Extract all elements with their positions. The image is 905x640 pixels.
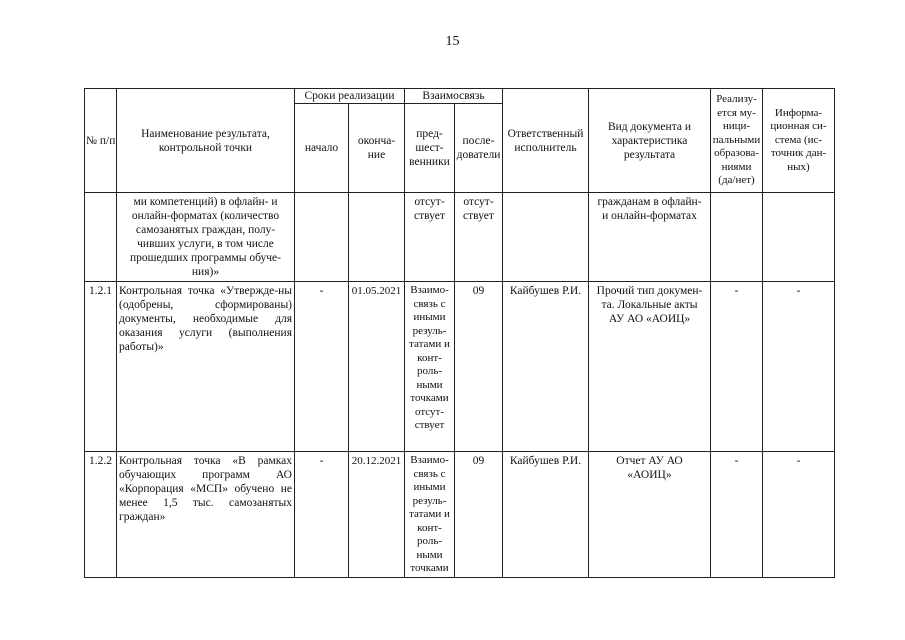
implementation-plan-table xyxy=(84,88,835,578)
row-successors: 09 xyxy=(455,282,503,452)
col-header-start: начало xyxy=(295,104,349,193)
row-successors: 09 xyxy=(455,452,503,578)
row-name: Контрольная точка «В рамках обучающих программ АО «Корпорация «МСП» обучено не менее 1,5 тыс. самозанятых граждан» xyxy=(117,452,295,578)
row-name: ми компетенций) в офлайн- и онлайн-форматах (количество самозанятых граждан, полу- чивших услуги, в том числе прошедших программы обуче- ния)» xyxy=(117,193,295,282)
col-header-end: оконча- ние xyxy=(349,104,405,193)
row-predecessors: отсут- ствует xyxy=(405,193,455,282)
page-number: 15 xyxy=(445,34,460,49)
table-row xyxy=(85,452,835,578)
row-document: Прочий тип докумен- та. Локальные акты АУ АО «АОИЦ» xyxy=(589,282,711,452)
col-header-info-system: Информа- ционная си- стема (ис- точник дан- ных) xyxy=(763,89,835,193)
row-predecessors: Взаимо- связь с иными резуль- татами и конт- роль- ными точками xyxy=(405,452,455,578)
row-document: гражданам в офлайн- и онлайн-форматах xyxy=(589,193,711,282)
col-group-relations: Взаимосвязь xyxy=(405,89,503,104)
row-end xyxy=(349,193,405,282)
table-row xyxy=(85,282,835,452)
col-header-predecessors: пред- шест- венники xyxy=(405,104,455,193)
col-header-document: Вид документа и характеристика результата xyxy=(589,89,711,193)
row-num: 1.2.2 xyxy=(85,452,117,578)
col-group-dates: Сроки реализации xyxy=(295,89,405,104)
table-row xyxy=(85,193,835,282)
col-header-num: № п/п xyxy=(85,89,117,193)
row-municipal: - xyxy=(711,282,763,452)
row-num: 1.2.1 xyxy=(85,282,117,452)
col-header-responsible: Ответственный исполнитель xyxy=(503,89,589,193)
header-row-groups xyxy=(85,89,835,104)
row-info-system: - xyxy=(763,282,835,452)
row-name: Контрольная точка «Утвержде-ны (одобрены, сформированы) документы, необходимые для оказания услуги (выполнения работы)» xyxy=(117,282,295,452)
row-municipal xyxy=(711,193,763,282)
row-responsible xyxy=(503,193,589,282)
row-end: 20.12.2021 xyxy=(349,452,405,578)
row-predecessors: Взаимо- связь с иными резуль- татами и конт- роль- ными точками отсут- ствует xyxy=(405,282,455,452)
row-responsible: Кайбушев Р.И. xyxy=(503,282,589,452)
row-responsible: Кайбушев Р.И. xyxy=(503,452,589,578)
row-municipal: - xyxy=(711,452,763,578)
row-document: Отчет АУ АО «АОИЦ» xyxy=(589,452,711,578)
col-header-municipal: Реализу- ется му- ници- пальными образова- ниями (да/нет) xyxy=(711,89,763,193)
row-start: - xyxy=(295,452,349,578)
row-end: 01.05.2021 xyxy=(349,282,405,452)
col-header-successors: после- дователи xyxy=(455,104,503,193)
row-num xyxy=(85,193,117,282)
row-start: - xyxy=(295,282,349,452)
col-header-name: Наименование результата, контрольной точки xyxy=(117,89,295,193)
row-info-system: - xyxy=(763,452,835,578)
row-info-system xyxy=(763,193,835,282)
row-start xyxy=(295,193,349,282)
row-successors: отсут- ствует xyxy=(455,193,503,282)
